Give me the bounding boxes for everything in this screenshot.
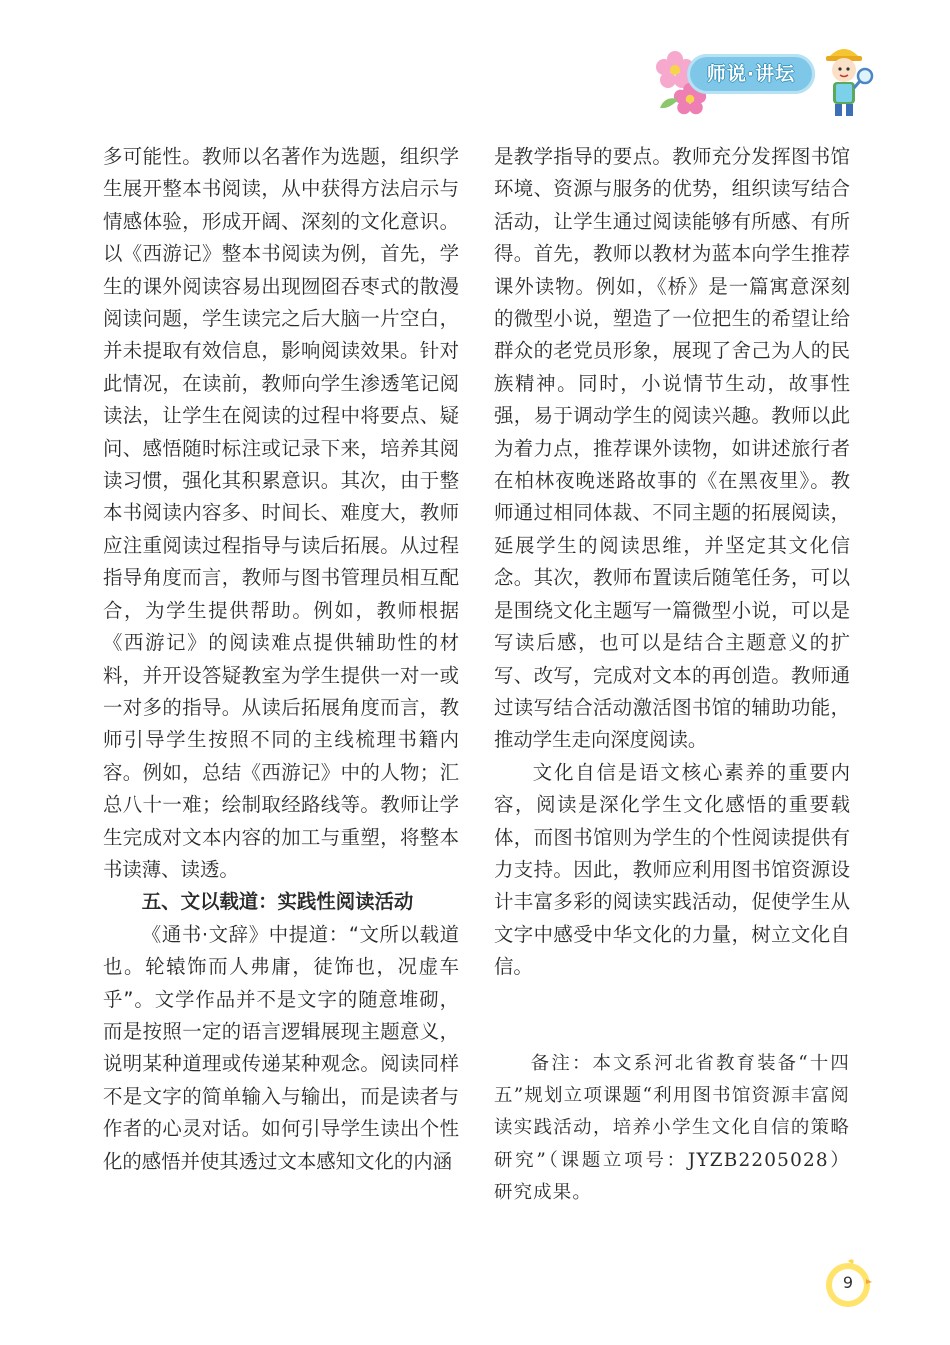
page-number: 9 xyxy=(842,1273,854,1292)
paragraph: 是教学指导的要点。教师充分发挥图书馆环境、资源与服务的优势，组织读写结合活动，让学生通过阅读能够有所感、有所得。首先，教师以教材为蓝本向学生推荐课外读物。例如，《桥》是一篇寓意深刻的微型小说，塑造了一位把生的希望让给群众的老党员形象，展现了舍己为人的民族精神。同时，小说情节生动，故事性强，易于调动学生的阅读兴趣。教师以此为着力点，推荐课外读物，如讲述旅行者在柏林夜晚迷路故事的《在黑夜里》。教师通过相同体裁、不同主题的拓展阅读，延展学生的阅读思维，并坚定其文化信念。其次，教师布置读后随笔任务，可以是围绕文化主题写一篇微型小说，可以是写读后感，也可以是结合主题意义的扩写、改写，完成对文本的再创造。教师通过读写结合活动激活图书馆的辅助功能，推动学生走向深度阅读。 xyxy=(494,145,850,752)
section-header xyxy=(655,40,875,120)
paragraph: 多可能性。教师以名著作为选题，组织学生展开整本书阅读，从中获得方法启示与情感体验，形成开阔、深刻的文化意识。以《西游记》整本书阅读为例，首先，学生的课外阅读容易出现囫囵吞枣式的散漫阅读问题，学生读完之后大脑一片空白，并未提取有效信息，影响阅读效果。针对此情况，在读前，教师向学生渗透笔记阅读法，让学生在阅读的过程中将要点、疑问、感悟随时标注或记录下来，培养其阅读习惯，强化其积累意识。其次，由于整本书阅读内容多、时间长、难度大，教师应注重阅读过程指导与读后拓展。从过程指导角度而言，教师与图书管理员相互配合，为学生提供帮助。例如，教师根据《西游记》的阅读难点提供辅助性的材料，并开设答疑教室为学生提供一对一或一对多的指导。从读后拓展角度而言，教师引导学生按照不同的主线梳理书籍内容。例如，总结《西游记》中的人物；汇总八十一难；绘制取经路线等。教师让学生完成对文本内容的加工与重塑，将整本书读薄、读透。 xyxy=(103,145,459,881)
left-column xyxy=(103,141,459,1178)
section-badge: 师说·讲坛 xyxy=(687,54,815,94)
right-column xyxy=(494,141,850,1210)
section-heading: 五、文以载道：实践性阅读活动 xyxy=(141,890,414,914)
page-number-badge xyxy=(822,1257,874,1309)
leaf-icon xyxy=(659,96,679,110)
paragraph: 文化自信是语文核心素养的重要内容，阅读是深化学生文化感悟的重要载体，而图书馆则为学生的个性阅读提供有力支持。因此，教师应利用图书馆资源设计丰富多彩的阅读实践活动，促使学生从文字中感受中华文化的力量，树立文化自信。 xyxy=(494,760,850,979)
funding-note: 备注：本文系河北省教育装备“十四五”规划立项课题“利用图书馆资源丰富阅读实践活动，培养小学生文化自信的策略研究”（课题立项号：JYZB2205028）研究成果。 xyxy=(494,1052,850,1204)
child-with-magnifier-icon xyxy=(820,40,875,120)
paragraph: 《通书·文辞》中提道：“文所以载道也。轮辕饰而人弗庸，徒饰也，况虚车乎”。文学作品并不是文字的随意堆砌，而是按照一定的语言逻辑展现主题意义，说明某种道理或传递某种观念。阅读同样不是文字的简单输入与输出，而是读者与作者的心灵对话。如何引导学生读出个性化的感悟并使其透过文本感知文化的内涵 xyxy=(103,922,459,1173)
